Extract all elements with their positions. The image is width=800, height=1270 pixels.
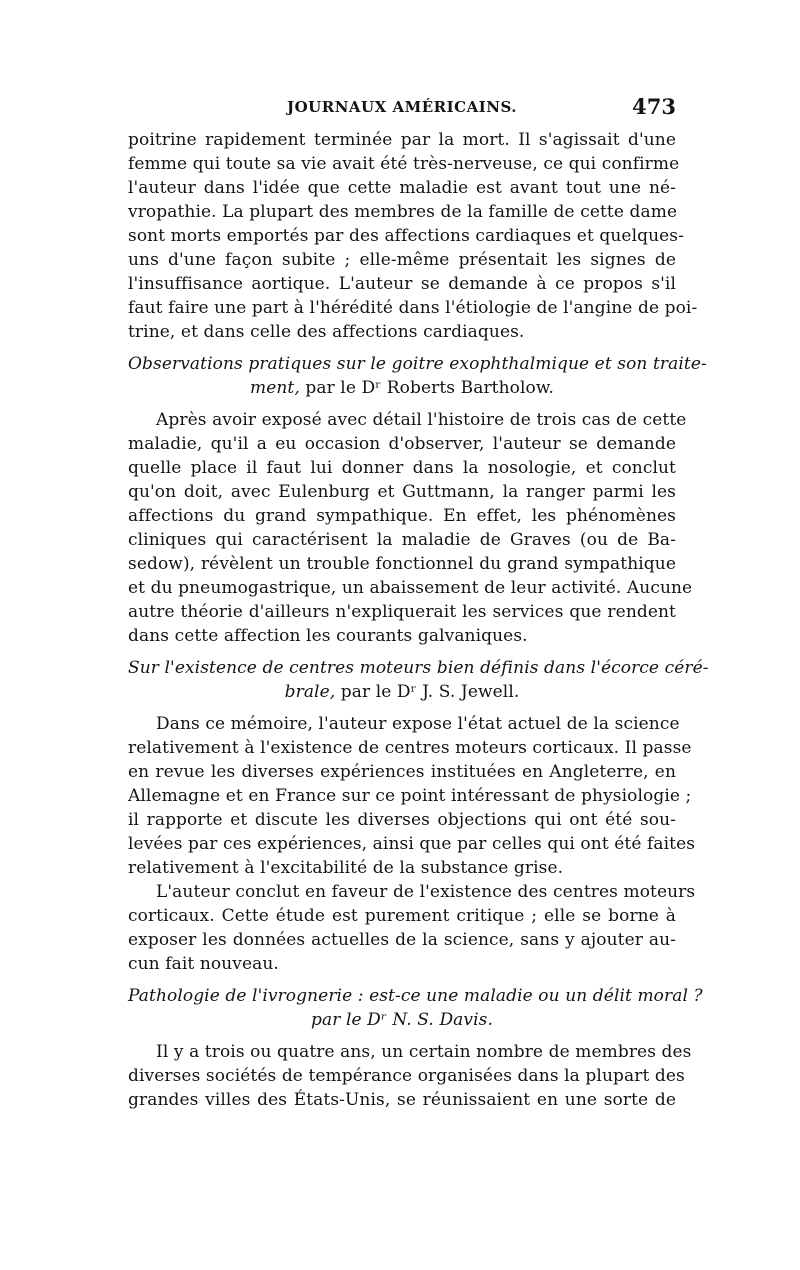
section-title-line: Observations pratiques sur le goitre exophthalmique et son traite- xyxy=(128,354,707,374)
page-number: 473 xyxy=(632,94,676,119)
paragraph xyxy=(128,1040,692,1112)
text-line: cun fait nouveau. xyxy=(128,954,279,974)
paragraph-continuation xyxy=(128,128,698,344)
page-body xyxy=(128,128,709,1112)
section-title-line: Pathologie de l'ivrognerie : est-ce une maladie ou un délit moral ? xyxy=(128,986,703,1006)
text-line: Allemagne et en France sur ce point intéressant de physiologie ; xyxy=(128,786,692,806)
section-title-goitre xyxy=(128,352,707,400)
section-title-cortex xyxy=(128,656,709,704)
text-line: en revue les diverses expériences instituées en Angleterre, en xyxy=(128,762,676,782)
text-line: levées par ces expériences, ainsi que par celles qui ont été faites xyxy=(128,834,696,854)
section-title-line xyxy=(128,376,676,400)
text-line: trine, et dans celle des affections cardiaques. xyxy=(128,322,525,342)
paragraph xyxy=(128,408,693,648)
section-title-end: brale, xyxy=(284,682,336,702)
text-line: sedow), révèlent un trouble fonctionnel du grand sympathique xyxy=(128,554,676,574)
text-line: quelle place il faut lui donner dans la nosologie, et conclut xyxy=(128,458,676,478)
text-line: uns d'une façon subite ; elle-même présentait les signes de xyxy=(128,250,676,270)
text-line: faut faire une part à l'hérédité dans l'étiologie de l'angine de poi- xyxy=(128,298,698,318)
text-line: diverses sociétés de tempérance organisées dans la plupart des xyxy=(128,1066,685,1086)
text-line: Il y a trois ou quatre ans, un certain nombre de membres des xyxy=(156,1042,692,1062)
text-line: l'auteur dans l'idée que cette maladie est avant tout une né- xyxy=(128,178,676,198)
author-byline: par le Dʳ J. S. Jewell. xyxy=(335,682,520,702)
paragraph xyxy=(128,880,696,976)
text-line: autre théorie d'ailleurs n'expliquerait les services que rendent xyxy=(128,602,676,622)
text-line: il rapporte et discute les diverses objections qui ont été sou- xyxy=(128,810,676,830)
text-line: affections du grand sympathique. En effet, les phénomènes xyxy=(128,506,676,526)
text-line: femme qui toute sa vie avait été très-nerveuse, ce qui confirme xyxy=(128,154,680,174)
text-line: relativement à l'existence de centres moteurs corticaux. Il passe xyxy=(128,738,692,758)
author-byline: par le Dʳ Roberts Bartholow. xyxy=(299,378,554,398)
text-line: Dans ce mémoire, l'auteur expose l'état actuel de la science xyxy=(156,714,680,734)
text-line: maladie, qu'il a eu occasion d'observer, l'auteur se demande xyxy=(128,434,676,454)
section-title-ivrognerie xyxy=(128,984,703,1032)
paragraph xyxy=(128,712,696,880)
text-line: sont morts emportés par des affections cardiaques et quelques- xyxy=(128,226,684,246)
text-line: relativement à l'excitabilité de la substance grise. xyxy=(128,858,564,878)
running-head-title: JOURNAUX AMÉRICAINS. xyxy=(287,98,517,116)
running-head xyxy=(128,94,676,120)
section-title-line xyxy=(128,680,676,704)
text-line: Après avoir exposé avec détail l'histoire de trois cas de cette xyxy=(156,410,687,430)
text-line: qu'on doit, avec Eulenburg et Guttmann, la ranger parmi les xyxy=(128,482,676,502)
text-line: poitrine rapidement terminée par la mort. Il s'agissait d'une xyxy=(128,130,676,150)
text-line: grandes villes des États-Unis, se réunissaient en une sorte de xyxy=(128,1090,676,1110)
text-line: dans cette affection les courants galvaniques. xyxy=(128,626,528,646)
section-title-end: ment, xyxy=(249,378,300,398)
section-title-line: Sur l'existence de centres moteurs bien définis dans l'écorce céré- xyxy=(128,658,709,678)
text-line: cliniques qui caractérisent la maladie de Graves (ou de Ba- xyxy=(128,530,676,550)
text-line: et du pneumogastrique, un abaissement de leur activité. Aucune xyxy=(128,578,693,598)
text-line: corticaux. Cette étude est purement critique ; elle se borne à xyxy=(128,906,676,926)
author-byline: par le Dʳ N. S. Davis. xyxy=(311,1010,493,1030)
text-line: L'auteur conclut en faveur de l'existence des centres moteurs xyxy=(156,882,696,902)
text-line: l'insuffisance aortique. L'auteur se demande à ce propos s'il xyxy=(128,274,676,294)
text-line: exposer les données actuelles de la science, sans y ajouter au- xyxy=(128,930,676,950)
text-line: vropathie. La plupart des membres de la famille de cette dame xyxy=(128,202,678,222)
